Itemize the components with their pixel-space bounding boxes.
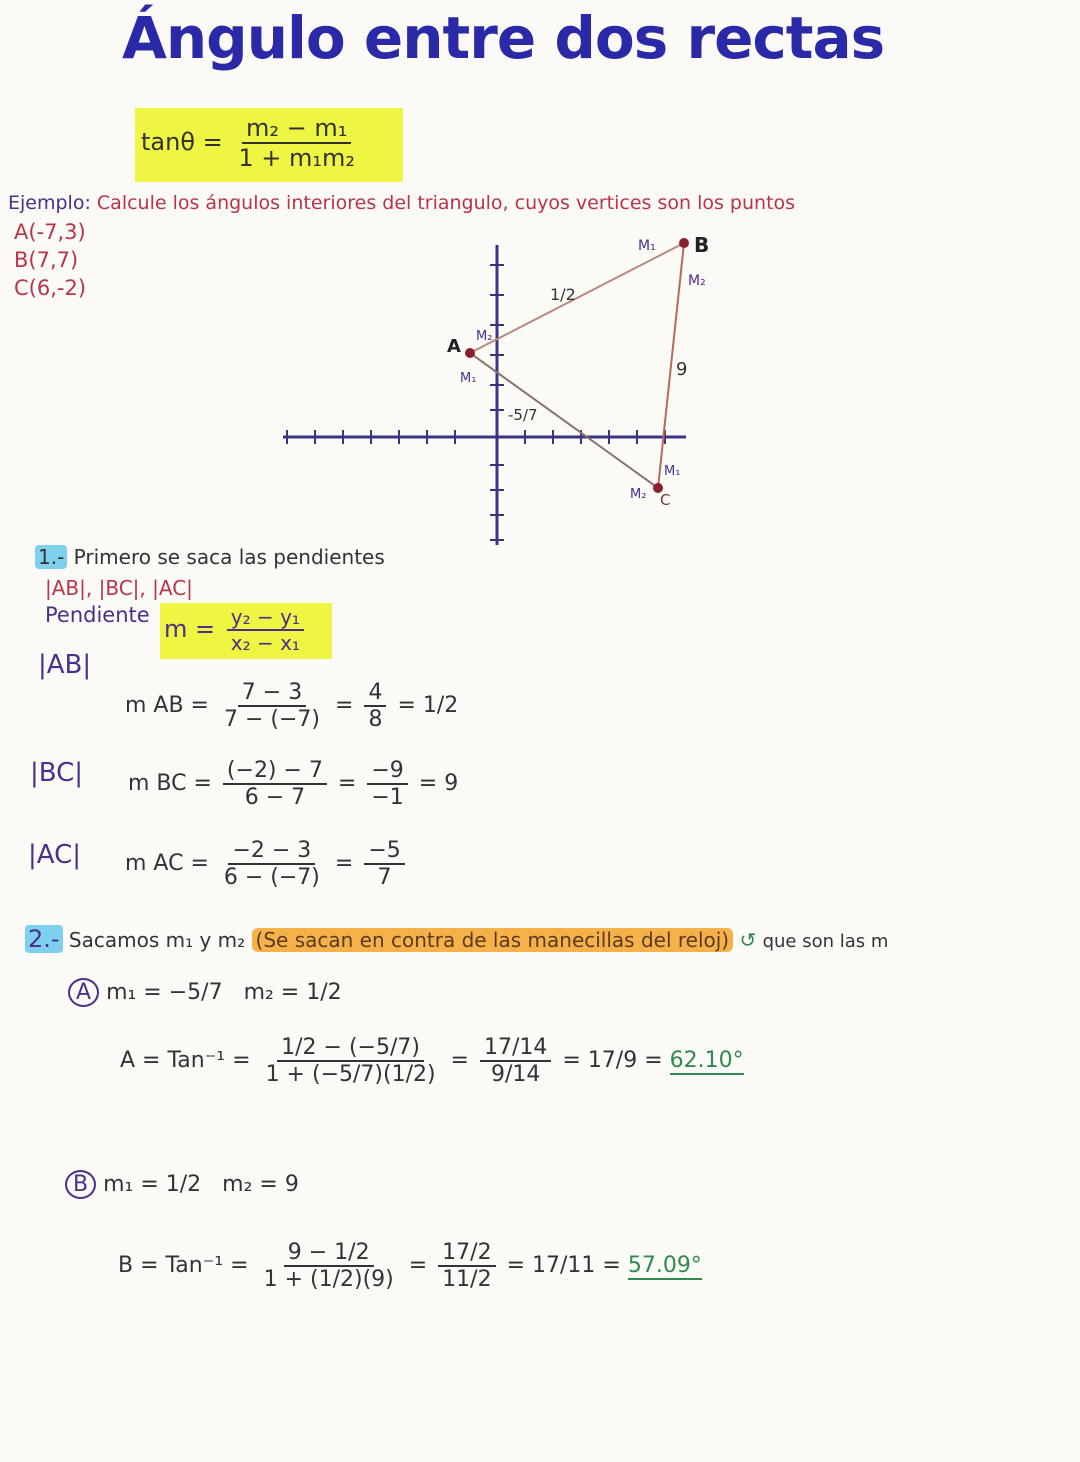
bc-lhs: m BC = (128, 771, 212, 796)
ac-lhs: m AC = (125, 851, 209, 876)
ac-den: 6 − (−7) (223, 865, 320, 890)
slope-formula-num: y₂ − y₁ (227, 605, 304, 631)
angle-b-den: 1 + (1/2)(9) (263, 1267, 394, 1292)
step1-number: 1.- (35, 545, 67, 569)
angle-a-m2: m₂ = 1/2 (243, 980, 342, 1005)
formula-num: m₂ − m₁ (242, 114, 351, 144)
angle-b-mid-num: 17/2 (438, 1240, 495, 1267)
angle-a-m1: m₁ = −5/7 (106, 980, 223, 1005)
bc-simp-den: −1 (371, 785, 404, 810)
counterclockwise-icon: ↺ (739, 928, 757, 952)
angle-a-mid-num: 17/14 (480, 1035, 551, 1062)
ab-label: |AB| (38, 650, 92, 680)
label-b-m2: M₂ (688, 273, 706, 289)
point-c: C(6,-2) (14, 276, 87, 300)
angle-b-mid-den: 11/2 (442, 1267, 492, 1292)
angle-a-badge: A (68, 978, 99, 1007)
page-title: Ángulo entre dos rectas (122, 4, 885, 72)
angle-b-m2: m₂ = 9 (222, 1172, 299, 1197)
step1-segments: |AB|, |BC|, |AC| (45, 576, 193, 600)
vertex-b (679, 238, 689, 248)
ab-den: 7 − (−7) (224, 707, 321, 732)
vertex-a (465, 348, 475, 358)
example-text: Calcule los ángulos interiores del triangulo, cuyos vertices son los puntos (96, 192, 796, 214)
label-c-m2: M₂ (630, 487, 647, 502)
angle-b-lhs: B = Tan⁻¹ = (118, 1253, 249, 1278)
point-b: B(7,7) (14, 248, 79, 272)
angle-a-den: 1 + (−5/7)(1/2) (265, 1062, 436, 1087)
label-a-m1: M₁ (460, 371, 477, 386)
angle-a-mid-den: 9/14 (490, 1062, 541, 1087)
bc-label: |BC| (30, 758, 84, 788)
label-a-m2: M₂ (476, 329, 493, 344)
triangle-graph (0, 0, 1080, 560)
angle-b-m1: m₁ = 1/2 (103, 1172, 202, 1197)
ac-num: −2 − 3 (228, 838, 315, 865)
bc-calc: m BC = $\frac{(-2) - 7}{6 - 7}$ = $\frac{-9}{-1}$ = 9 (128, 758, 459, 810)
angle-b-num: 9 − 1/2 (284, 1240, 374, 1267)
step2-number: 2.- (25, 925, 63, 953)
ac-calc: m AC = $\frac{-2 - 3}{6 - (-7)}$ = $\frac{-5}{7}$ (125, 838, 409, 890)
step2-text: Sacamos m₁ y m₂ (68, 928, 246, 952)
slope-ac: -5/7 (508, 406, 538, 424)
label-c: C (660, 491, 671, 509)
axes (283, 245, 686, 545)
angle-a-result: 62.10° (669, 1048, 744, 1073)
ac-label: |AC| (28, 840, 82, 870)
ab-result: = 1/2 (397, 693, 459, 718)
bc-num: (−2) − 7 (223, 758, 327, 785)
ab-simp-num: 4 (364, 680, 386, 707)
angle-a-slopes (68, 980, 342, 1005)
slope-ab: 1/2 (550, 285, 576, 304)
ab-num: 7 − 3 (238, 680, 306, 707)
step2-note2: que son las m (762, 931, 889, 952)
label-b: B (694, 233, 710, 257)
slope-formula-den: x₂ − x₁ (230, 631, 300, 655)
segment-ab (470, 243, 684, 353)
angle-b-badge: B (65, 1170, 96, 1199)
slope-bc: 9 (676, 359, 688, 380)
bc-result: = 9 (418, 771, 459, 796)
example-label: Ejemplo: (8, 192, 91, 214)
bc-den: 6 − 7 (244, 785, 306, 810)
angle-a-num: 1/2 − (−5/7) (277, 1035, 424, 1062)
slope-formula (160, 603, 332, 659)
angle-a-lhs: A = Tan⁻¹ = (120, 1048, 251, 1073)
bc-simp-num: −9 (367, 758, 407, 785)
ac-simp-den: 7 (377, 865, 392, 890)
step1-heading (35, 545, 385, 569)
angle-b-calc: B = Tan⁻¹ = $\frac{9 - 1/2}{1 + (1/2)(9)}$ = $\frac{17/2}{11/2}$ = 17/11 = 57.09° (118, 1240, 702, 1292)
angle-b-slopes (65, 1172, 299, 1197)
ab-simp-den: 8 (368, 707, 383, 732)
label-b-m1: M₁ (638, 238, 656, 254)
formula-den: 1 + m₁m₂ (238, 144, 356, 172)
ab-lhs: m AB = (125, 693, 209, 718)
label-c-m1: M₁ (664, 464, 681, 479)
step2-note: (Se sacan en contra de las manecillas del reloj) (252, 928, 734, 952)
formula-lhs: tanθ = (141, 128, 223, 156)
step2-heading (25, 925, 888, 953)
ab-calc: m AB = $\frac{7 - 3}{7 - (-7)}$ = $\frac{4}{8}$ = 1/2 (125, 680, 459, 732)
pendiente-label: Pendiente (45, 603, 150, 627)
step1-text: Primero se saca las pendientes (73, 545, 385, 569)
angle-a-calc: A = Tan⁻¹ = $\frac{1/2 - (-5/7)}{1 + (-5/7)(1/2)}$ = $\frac{17/14}{9/14}$ = 17/9 = 62.10° (120, 1035, 744, 1087)
angle-a-fraction: 17/9 (587, 1048, 638, 1073)
ac-simp-num: −5 (364, 838, 404, 865)
angle-b-fraction: 17/11 (532, 1253, 596, 1278)
point-a: A(-7,3) (14, 220, 86, 244)
slope-formula-lhs: m = (164, 615, 216, 643)
label-a: A (447, 336, 461, 357)
angle-b-result: 57.09° (627, 1253, 702, 1278)
